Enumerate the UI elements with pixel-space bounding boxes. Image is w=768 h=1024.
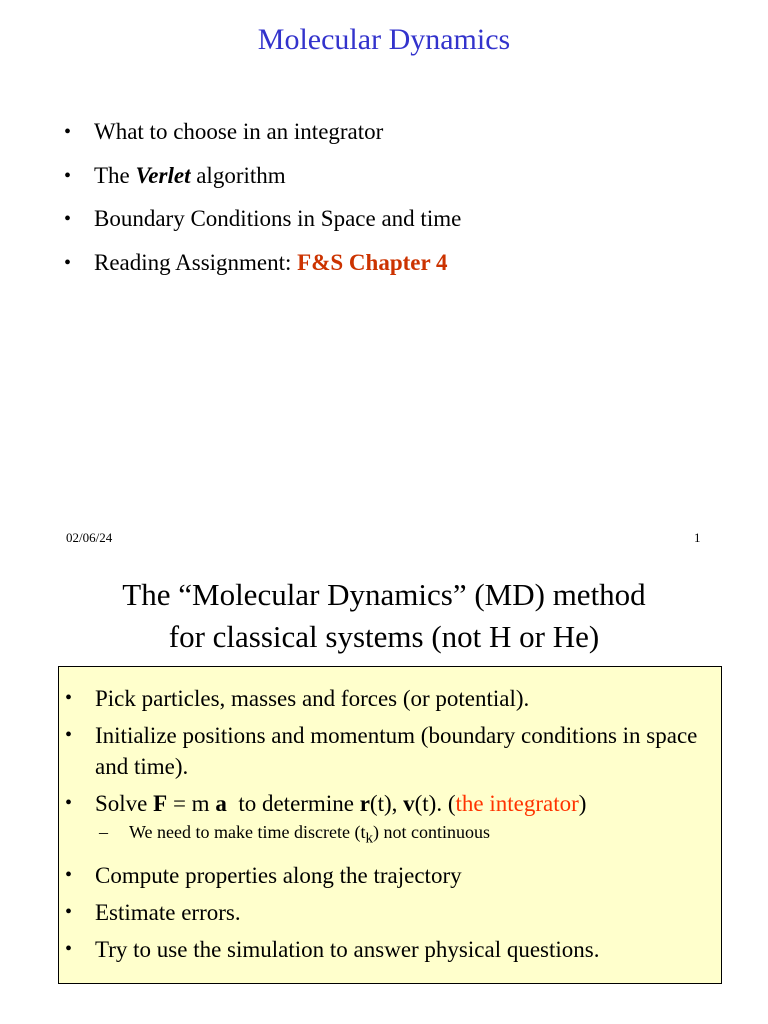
slide-1-title: Molecular Dynamics: [257, 23, 511, 56]
bullet-item: • The Verlet algorithm: [64, 162, 286, 188]
sub-bullet-item: – We need to make time discrete $(t_k)$ not continuous: [99, 822, 490, 847]
bullet-item: • Boundary Conditions in Space and time: [64, 206, 462, 231]
reading-reference: F&S Chapter 4: [297, 249, 448, 275]
bullet-icon: •: [65, 792, 73, 814]
slide-2-title: The “Molecular Dynamics” (MD) method for classical systems (not H or He): [122, 577, 646, 654]
slide-2: [0, 560, 768, 1024]
bullet-icon: •: [64, 251, 72, 274]
bullet-item: • Solve F = m a to determine r(t), v(t). (the integrator) – We need to make time discrete $(t_k)$ not continuous: [65, 788, 715, 850]
verlet-term: Verlet: [135, 162, 191, 188]
bullet-item: • Estimate errors.: [65, 897, 715, 928]
bullet-item: • Reading Assignment: F&S Chapter 4: [64, 249, 448, 275]
dash-icon: –: [99, 822, 108, 842]
slide-2-bullet-list: [65, 683, 715, 971]
footer-page-number: 1: [694, 530, 701, 545]
bullet-icon: •: [65, 724, 73, 746]
bullet-item: • Initialize positions and momentum (boundary conditions in space and time).: [65, 720, 715, 782]
bullet-icon: •: [65, 900, 73, 923]
bullet-item: • What to choose in an integrator: [64, 119, 384, 144]
integrator-term: the integrator: [455, 791, 579, 816]
bullet-item: • Try to use the simulation to answer physical questions.: [65, 934, 715, 965]
footer-date: 02/06/24: [66, 530, 113, 545]
bullet-icon: •: [64, 208, 72, 230]
bullet-icon: •: [65, 863, 73, 886]
bullet-icon: •: [64, 121, 72, 143]
bullet-item: • Pick particles, masses and forces (or potential).: [65, 683, 715, 714]
highlight-box: [58, 666, 722, 984]
slide-1-bullet-list: [64, 118, 744, 292]
bullet-icon: •: [65, 937, 73, 960]
bullet-icon: •: [64, 164, 72, 187]
bullet-icon: •: [65, 687, 73, 709]
bullet-item: • Compute properties along the trajectory: [65, 860, 715, 891]
